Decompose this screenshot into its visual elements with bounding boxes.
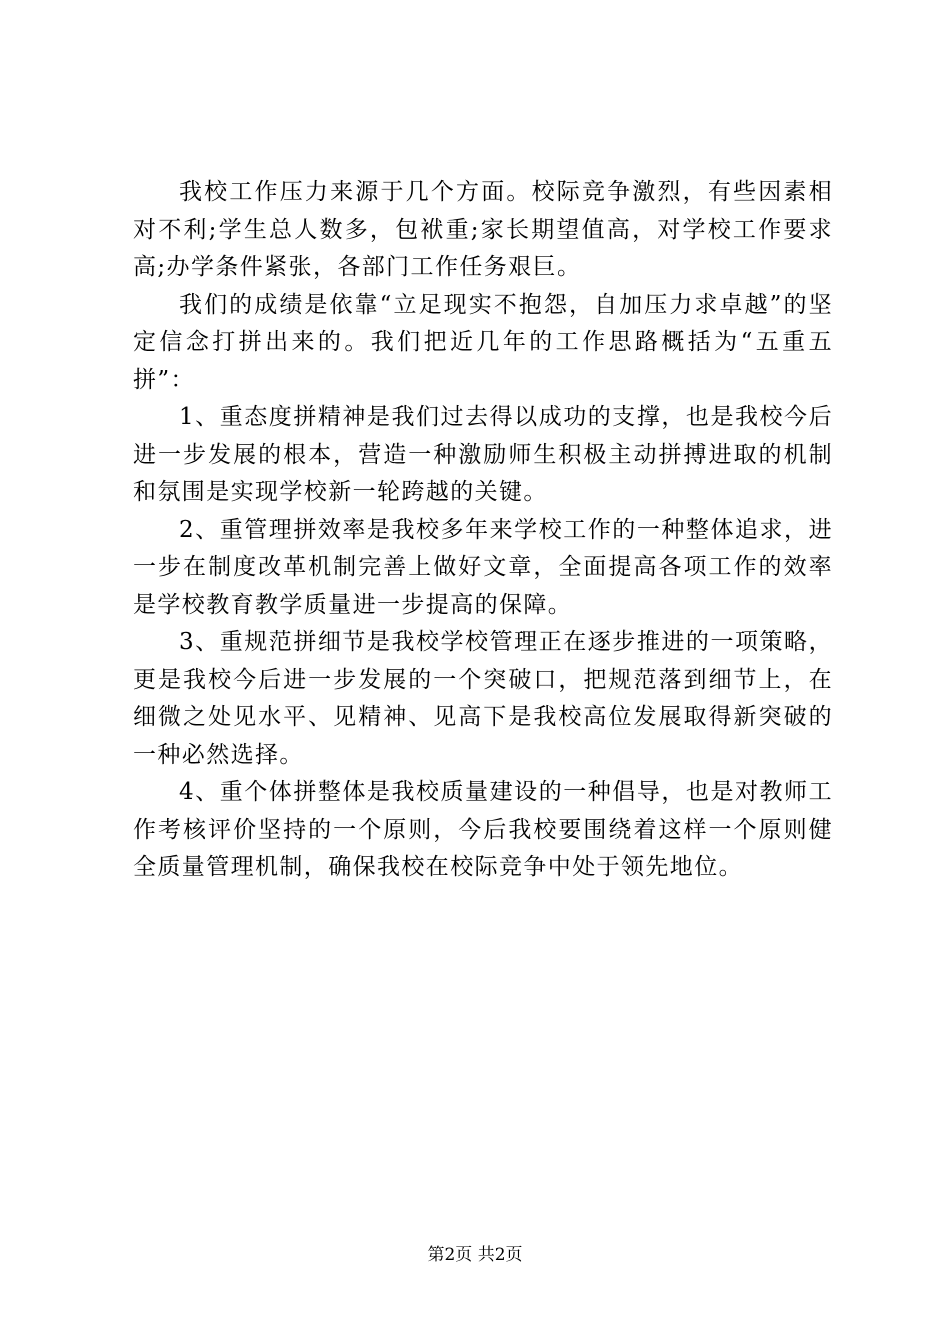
document-body bbox=[133, 174, 833, 887]
paragraph-point-2: 2、重管理拼效率是我校多年来学校工作的一种整体追求，进一步在制度改革机制完善上做好文章，全面提高各项工作的效率是学校教育教学质量进一步提高的保障。 bbox=[133, 516, 833, 618]
paragraph-pressure-sources: 我校工作压力来源于几个方面。校际竞争激烈，有些因素相对不利;学生总人数多，包袱重;家长期望值高，对学校工作要求高;办学条件紧张，各部门工作任务艰巨。 bbox=[133, 179, 833, 280]
paragraph-achievements: 我们的成绩是依靠“立足现实不抱怨，自加压力求卓越”的坚定信念打拼出来的。我们把近几年的工作思路概括为“五重五拼”： bbox=[133, 291, 833, 393]
paragraph-point-4: 4、重个体拼整体是我校质量建设的一种倡导，也是对教师工作考核评价坚持的一个原则，今后我校要围绕着这样一个原则健全质量管理机制，确保我校在校际竞争中处于领先地位。 bbox=[133, 779, 833, 880]
paragraph-point-1: 1、重态度拼精神是我们过去得以成功的支撑，也是我校今后进一步发展的根本，营造一种激励师生积极主动拼搏进取的机制和氛围是实现学校新一轮跨越的关键。 bbox=[133, 404, 833, 505]
page-number-footer: 第2页 共2页 bbox=[427, 1245, 523, 1265]
paragraph-point-3: 3、重规范拼细节是我校学校管理正在逐步推进的一项策略，更是我校今后进一步发展的一个突破口，把规范落到细节上，在细微之处见水平、见精神、见高下是我校高位发展取得新突破的一种必然选择。 bbox=[133, 629, 833, 768]
